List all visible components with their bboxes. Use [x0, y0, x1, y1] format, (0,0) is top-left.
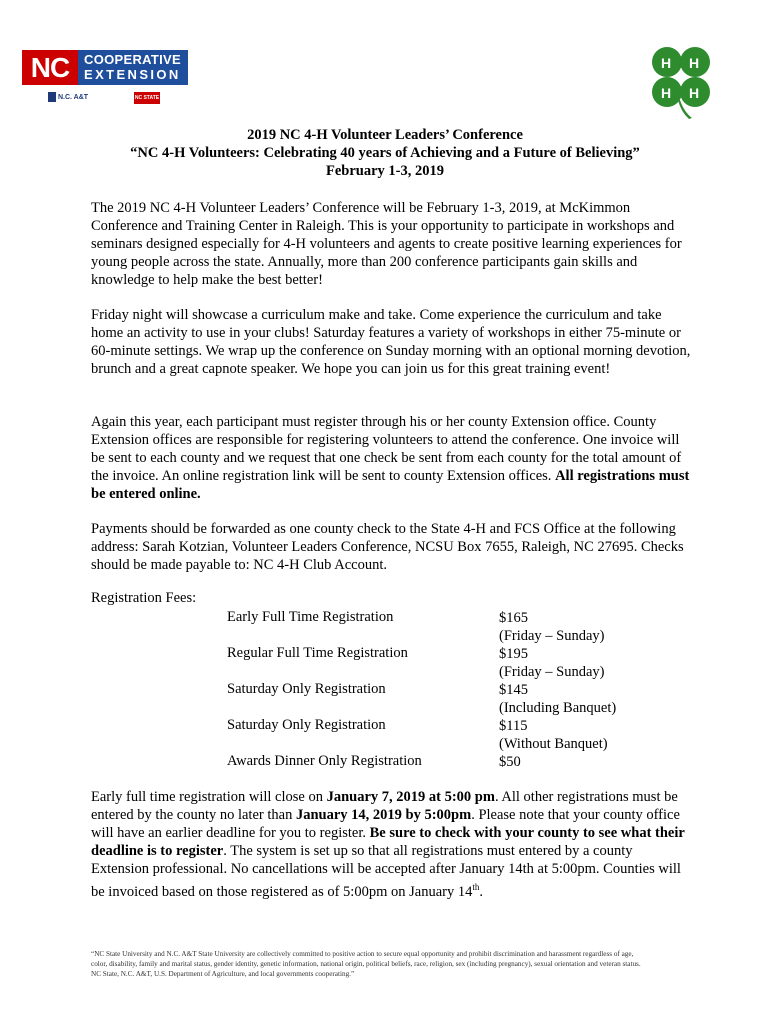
svg-text:H: H — [689, 85, 700, 101]
aandt-mark-icon — [48, 92, 56, 102]
aandt-logo-text: N.C. A&T — [58, 93, 89, 101]
fee-note: (Friday – Sunday) — [499, 664, 605, 680]
conference-title: 2019 NC 4-H Volunteer Leaders’ Conference — [247, 127, 523, 143]
4h-clover-logo — [640, 38, 722, 120]
nc-aandt-logo — [48, 92, 88, 102]
fee-name: Saturday Only Registration — [227, 681, 386, 697]
nc-state-logo: NC STATE — [134, 92, 160, 104]
intro-paragraph: The 2019 NC 4-H Volunteer Leaders’ Conference will be February 1-3, 2019, at McKimmon Conference and Training Center in Raleigh. This is your opportunity to participate in workshops and seminars designed especially for 4-H volunteers and agents to create positive learning experiences for young people across the state. Annually, more than 200 conference participants gain skills and knowledge to help make the best better! — [91, 200, 682, 288]
conference-dates: February 1-3, 2019 — [326, 163, 444, 179]
fee-amount: $115 — [499, 718, 528, 734]
deadline-paragraph — [91, 788, 691, 901]
deadline-text-end: . — [479, 883, 483, 900]
deadline-text-c: . All other registrations must be entered by the county no later than — [91, 789, 678, 823]
fee-name: Awards Dinner Only Registration — [227, 753, 422, 769]
extension-logo-line2: EXTENSION — [84, 67, 181, 82]
nc-logo-mark: NC — [22, 50, 78, 85]
fee-name: Saturday Only Registration — [227, 717, 386, 733]
footer-line: color, disability, family and marital status, gender identity, genetic information, national origin, political beliefs, race, religion, sex (including pregnancy), sexual orientation and veteran status. — [91, 960, 641, 968]
early-deadline: January 7, 2019 at 5:00 pm — [326, 789, 495, 805]
schedule-paragraph: Friday night will showcase a curriculum make and take. Come experience the curriculum and take home an activity to use in your clubs! Saturday features a variety of workshops in either 75-minute or 60-minute settings. We wrap up the conference on Sunday morning with an optional morning devotion, brunch and a great capnote speaker. We hope you can join us for this great training event! — [91, 307, 691, 377]
nondiscrimination-footer — [91, 949, 691, 979]
conference-theme: “NC 4-H Volunteers: Celebrating 40 years of Achieving and a Future of Believing” — [130, 145, 640, 161]
extension-logo-line1: COOPERATIVE — [84, 52, 181, 67]
fee-amount: $145 — [499, 682, 528, 698]
fee-amount: $50 — [499, 754, 521, 770]
ordinal-suffix: th — [472, 882, 480, 892]
check-county-note: Be sure to check with your county to see what their deadline is to register — [91, 825, 685, 859]
fee-name: Regular Full Time Registration — [227, 645, 408, 661]
fee-price — [499, 609, 605, 645]
svg-text:H: H — [689, 55, 700, 71]
registration-text: Again this year, each participant must register through his or her county Extension office. County Extension offices are responsible for registering volunteers to attend the conference. One invoice will be sent to each county and we request that one check be sent from each county for the total amount of the invoice. An online registration link will be sent to county Extension offices. — [91, 414, 682, 484]
fee-price — [499, 717, 608, 753]
final-deadline: January 14, 2019 by 5:00pm — [295, 807, 472, 823]
fee-note: (Without Banquet) — [499, 736, 608, 752]
registration-online-note: All registrations must be entered online. — [91, 468, 690, 502]
payment-paragraph: Payments should be forwarded as one county check to the State 4-H and FCS Office at the following address: Sarah Kotzian, Volunteer Leaders Conference, NCSU Box 7655, Raleigh, NC 27695. Checks should be made payable to: NC 4-H Club Account. — [91, 521, 684, 573]
fee-note: (Including Banquet) — [499, 700, 617, 716]
fee-name: Early Full Time Registration — [227, 609, 394, 625]
svg-text:H: H — [661, 55, 672, 71]
fee-price — [499, 645, 605, 681]
footer-line: “NC State University and N.C. A&T State University are collectively committed to positive action to secure equal opportunity and prohibit discrimination and harassment regardless of age, — [91, 950, 634, 958]
svg-text:H: H — [661, 85, 672, 101]
fee-note: (Friday – Sunday) — [499, 628, 605, 644]
registration-paragraph — [91, 413, 691, 503]
fee-price — [499, 681, 616, 717]
registration-fees-label: Registration Fees: — [91, 590, 197, 606]
footer-line: NC State, N.C. A&T, U.S. Department of Agriculture, and local governments cooperating.” — [91, 970, 355, 978]
deadline-text-g: . The system is set up so that all registrations must entered by a county Extension professional. No cancellations will be accepted after January 14th at 5:00pm. Counties will be invoiced based on those registered as of 5:00pm on January 14 — [91, 843, 681, 900]
deadline-text-e: . Please note that your county office will have an earlier deadline for you to register. — [91, 807, 680, 841]
nc-cooperative-extension-logo — [22, 50, 188, 85]
fee-amount: $195 — [499, 646, 528, 662]
extension-logo-text — [78, 50, 188, 85]
fee-price — [499, 753, 521, 771]
fee-amount: $165 — [499, 610, 528, 626]
deadline-text-a: Early full time registration will close on — [91, 789, 327, 805]
